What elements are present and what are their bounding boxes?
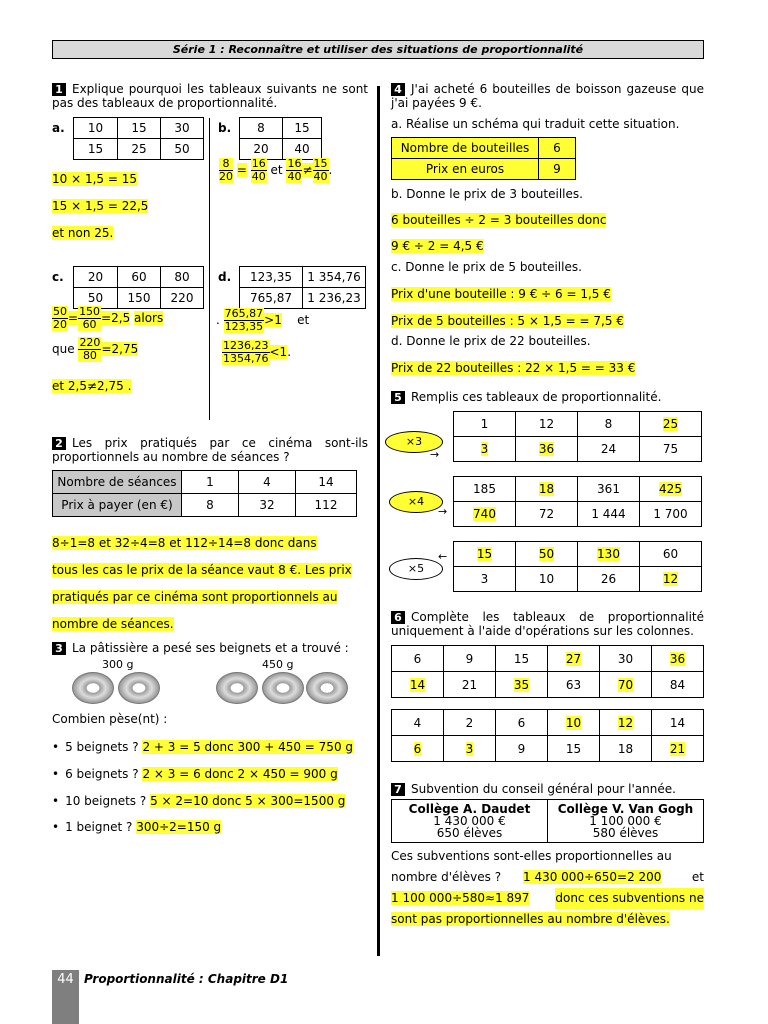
ex4-answer-c-1: Prix d'une bouteille : 9 € ÷ 6 = 1,5 € xyxy=(391,287,611,301)
ex7-table: Collège A. Daudet 1 430 000 € 650 élèves Collège V. Van Gogh 1 100 000 € 580 élèves xyxy=(391,799,704,843)
exercise-number: 5 xyxy=(391,391,405,404)
exercise-4-statement: 4 J'ai acheté 6 bouteilles de boisson gazeuse que j'ai payées 9 €. xyxy=(391,82,704,110)
ex3-question: Combien pèse(nt) : xyxy=(52,712,168,726)
donut-icon xyxy=(262,672,304,704)
page-title: Série 1 : Reconnaître et utiliser des situations de proportionnalité xyxy=(172,43,584,56)
ex1-c-label: c. xyxy=(52,270,64,284)
ex5-table-1: 1 12 8 25 3 36 24 75 xyxy=(453,411,702,462)
school-name: Collège A. Daudet xyxy=(408,802,531,816)
page-header xyxy=(52,40,704,59)
donut-icon xyxy=(118,672,160,704)
chapter-title: Proportionnalité : Chapitre D1 xyxy=(84,972,289,986)
exercise-6-statement: 6 Complète les tableaux de proportionnalité uniquement à l'aide d'opérations sur les colonnes. xyxy=(391,610,704,638)
ex2-answer: 8÷1=8 et 32÷4=8 et 112÷14=8 donc dans tous les cas le prix de la séance vaut 8 €. Les prix pratiqués par ce cinéma sont proportionnels au nombre de séances. xyxy=(52,536,352,631)
ex1-a-label: a. xyxy=(52,121,65,135)
page-number: 44 xyxy=(52,970,79,1024)
ex1-b-table: 8 15 20 40 xyxy=(239,117,322,160)
donut-icon xyxy=(306,672,348,704)
ex5-table-2: 185 18 361 425 740 72 1 444 1 700 xyxy=(453,476,702,527)
ex1-b-label: b. xyxy=(218,121,232,135)
exercise-2-statement: 2 Les prix pratiqués par ce cinéma sont-ils proportionnels au nombre de séances ? xyxy=(52,436,368,464)
exercise-5-statement: 5 Remplis ces tableaux de proportionnalité. xyxy=(391,390,661,404)
ex1-a-answer-2: 15 × 1,5 = 22,5 xyxy=(52,199,149,213)
ex1-a-answer-3: et non 25. xyxy=(52,226,114,240)
exercise-number: 3 xyxy=(52,642,66,655)
exercise-number: 1 xyxy=(52,83,66,96)
ex1-d-table: 123,35 1 354,76 765,87 1 236,23 xyxy=(239,266,366,309)
ex1-d-answer-2: $\frac{1236,23}{1354,76}$ <1. xyxy=(223,339,292,365)
donut-icon xyxy=(216,672,258,704)
exercise-7-statement: 7 Subvention du conseil général pour l'année. xyxy=(391,782,676,796)
weight-label-1: 300 g xyxy=(102,658,134,671)
ex1-divider xyxy=(209,118,210,420)
exercise-number: 6 xyxy=(391,611,405,624)
column-divider xyxy=(377,86,380,956)
ex4-question-c: c. Donne le prix de 5 bouteilles. xyxy=(391,260,582,274)
ex7-answer: Ces subventions sont-elles proportionnelles au nombre d'élèves ? 1 430 000÷650=2 200 et 1 100 000÷580≈1 897 donc ces subventions ne sont pas proportionnelles au nombre d'élèves. xyxy=(391,849,704,926)
ex3-item: • 10 beignets ? 5 × 2=10 donc 5 × 300=1500 g xyxy=(52,794,345,808)
ex6-table-2: 4 2 6 10 12 14 6 3 9 15 18 21 xyxy=(391,709,704,762)
ex4-table: Nombre de bouteilles 6 Prix en euros 9 xyxy=(391,137,576,180)
ex4-question-a: a. Réalise un schéma qui traduit cette situation. xyxy=(391,117,680,131)
exercise-number: 2 xyxy=(52,437,66,450)
ex3-item: • 1 beignet ? 300÷2=150 g xyxy=(52,820,221,834)
ex1-a-table: 10 15 30 15 25 50 xyxy=(73,117,204,160)
arrow-icon: → xyxy=(430,448,440,461)
ex1-a-answer-1: 10 × 1,5 = 15 xyxy=(52,172,137,186)
ex4-answer-b-1: 6 bouteilles ÷ 2 = 3 bouteilles donc xyxy=(391,213,607,227)
ex6-table-1: 6 9 15 27 30 36 14 21 35 63 70 84 xyxy=(391,645,704,698)
ex5-operator-2: ×4 xyxy=(389,491,443,513)
ex5-operator-3: ×5 xyxy=(389,558,443,580)
ex1-b-answer: $\frac{8}{20}$ = $\frac{16}{40}$ et $\frac{16}{40}$ ≠ $\frac{15}{40}$ . xyxy=(219,157,333,183)
ex3-item: • 5 beignets ? 2 + 3 = 5 donc 300 + 450 = 750 g xyxy=(52,740,353,754)
ex5-operator-1: ×3 xyxy=(385,431,443,453)
exercise-number: 7 xyxy=(391,783,405,796)
ex3-item: • 6 beignets ? 2 × 3 = 6 donc 2 × 450 = 900 g xyxy=(52,767,338,781)
ex1-c-answer-2: que $\frac{220}{80}$ =2,75 xyxy=(52,336,139,362)
school-name: Collège V. Van Gogh xyxy=(557,802,694,816)
weight-label-2: 450 g xyxy=(262,658,294,671)
ex4-answer-d: Prix de 22 bouteilles : 22 × 1,5 = = 33 € xyxy=(391,361,636,375)
ex1-c-table: 20 60 80 50 150 220 xyxy=(73,266,204,309)
exercise-3-statement: 3 La pâtissière a pesé ses beignets et a trouvé : xyxy=(52,641,368,655)
ex4-answer-b-2: 9 € ÷ 2 = 4,5 € xyxy=(391,239,484,253)
ex5-table-3: 15 50 130 60 3 10 26 12 xyxy=(453,541,702,592)
ex1-d-label: d. xyxy=(218,270,232,284)
donut-icon xyxy=(72,672,114,704)
exercise-number: 4 xyxy=(391,83,405,96)
arrow-icon: → xyxy=(438,505,448,518)
ex1-d-answer-1: . $\frac{765,87}{123,35}$ >1 et xyxy=(216,307,310,333)
ex4-question-d: d. Donne le prix de 22 bouteilles. xyxy=(391,334,591,348)
ex4-answer-c-2: Prix de 5 bouteilles : 5 × 1,5 = = 7,5 € xyxy=(391,314,624,328)
ex2-table: Nombre de séances 1 4 14 Prix à payer (en €) 8 32 112 xyxy=(52,470,357,517)
ex1-c-conclusion: et 2,5≠2,75 . xyxy=(52,379,132,393)
arrow-icon: ← xyxy=(438,550,448,563)
ex4-question-b: b. Donne le prix de 3 bouteilles. xyxy=(391,187,583,201)
exercise-1-statement: 1 Explique pourquoi les tableaux suivants ne sont pas des tableaux de proportionnalité. xyxy=(52,82,368,110)
ex1-c-answer-1: $\frac{50}{20}$ = $\frac{150}{60}$ =2,5 alors xyxy=(53,305,164,331)
